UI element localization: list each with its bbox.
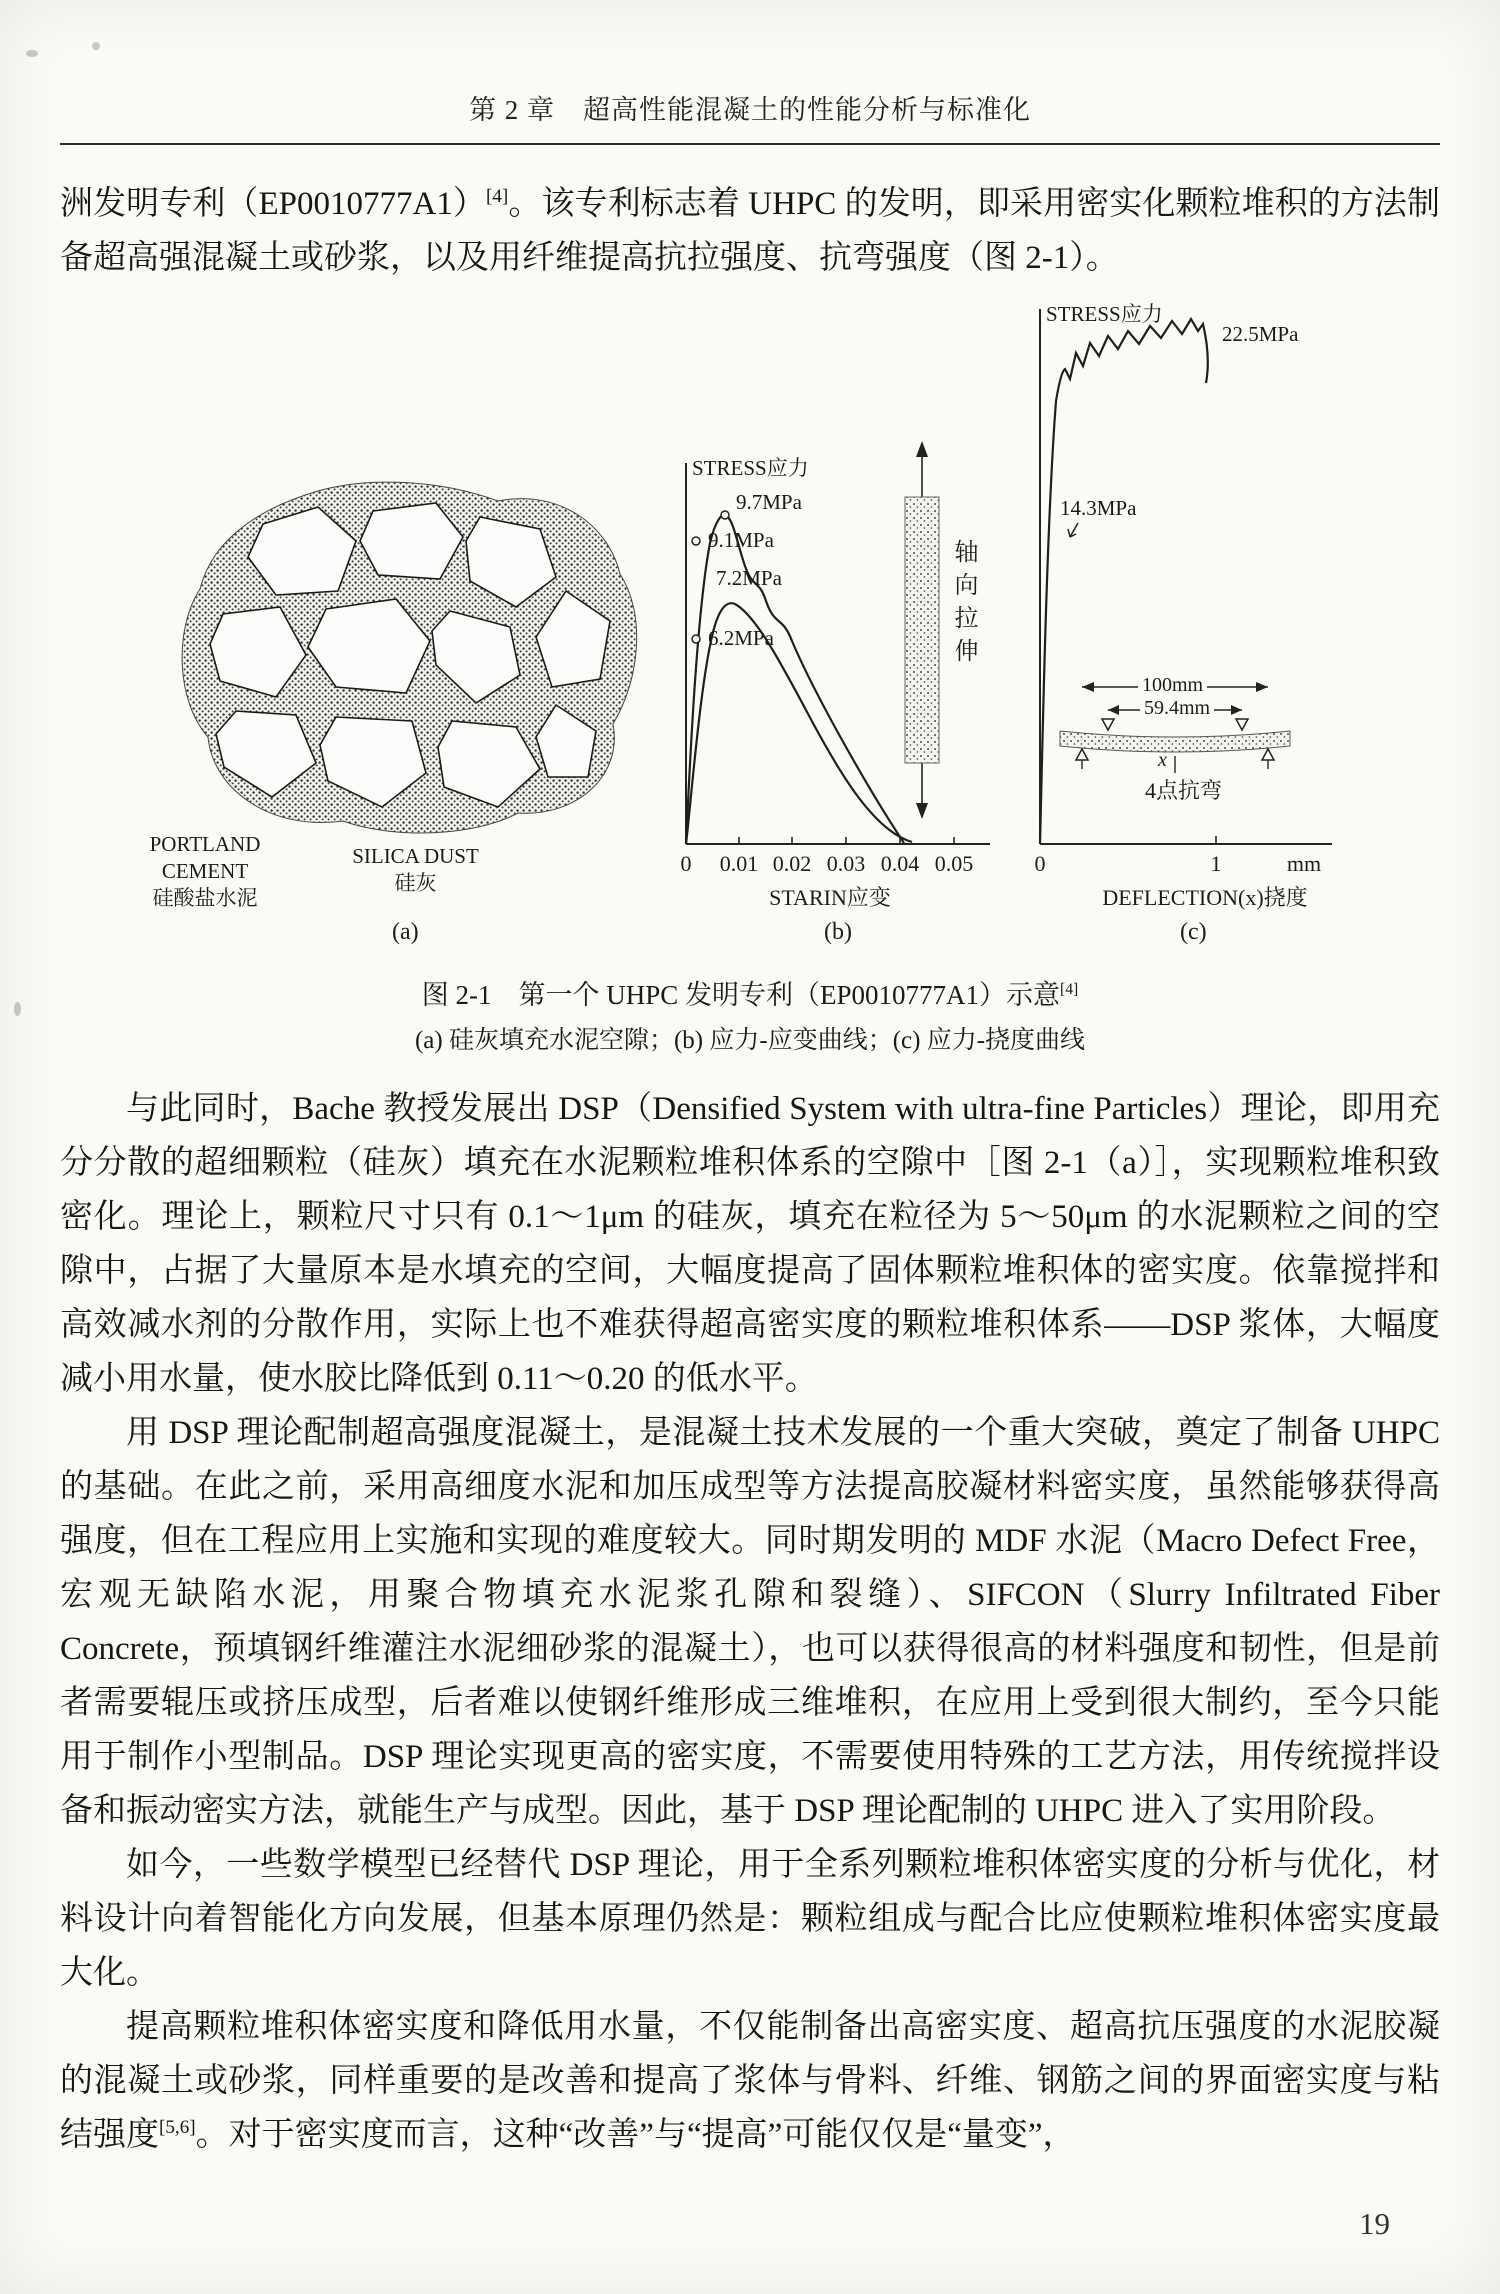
dimension-label-59mm: 59.4mm xyxy=(1140,697,1214,720)
mid-label-14-3: 14.3MPa xyxy=(1060,496,1137,520)
citation-ref-5-6: [5,6] xyxy=(159,2117,196,2138)
paragraph-math-models: 如今，一些数学模型已经替代 DSP 理论，用于全系列颗粒堆积体密实度的分析与优化，材料设计向着智能化方向发展，但基本原理仍然是：颗粒组成与配合比应使颗粒堆积体密实度最大化。 xyxy=(60,1847,1440,1991)
tension-arrowhead-up xyxy=(916,441,928,457)
sublabel-c: (c) xyxy=(1180,919,1207,945)
chapter-title: 第 2 章 超高性能混凝土的性能分析与标准化 xyxy=(469,95,1031,125)
tension-specimen-bar xyxy=(905,497,939,763)
portland-cement-label: PORTLAND CEMENT 硅酸盐水泥 xyxy=(149,832,261,910)
peak-label-7-2: 7.2MPa xyxy=(716,566,782,590)
c-xtick-0: 0 xyxy=(1034,851,1046,876)
citation-ref-4: [4] xyxy=(486,186,509,207)
silica-dust-label: SILICA DUST 硅灰 xyxy=(352,844,479,895)
sublabel-b: (b) xyxy=(824,919,852,945)
figure-2-1 xyxy=(60,291,1440,963)
b-xtick-5: 0.05 xyxy=(934,851,974,876)
b-xtick-0: 0 xyxy=(680,851,692,876)
b-xtick-2: 0.02 xyxy=(772,851,812,876)
p5-text-pre: 提高颗粒堆积体密实度和降低用水量，不仅能制备出高密实度、超高抗压强度的水泥胶凝的混凝土或砂浆，同样重要的是改善和提高了浆体与骨料、纤维、钢筋之间的界面密实度与粘结强度 xyxy=(60,2009,1440,2153)
caption-citation: [4] xyxy=(1060,981,1079,998)
peak-label-22-5: 22.5MPa xyxy=(1222,322,1299,346)
figure-caption-subtitle: (a) 硅灰填充水泥空隙；(b) 应力-应变曲线；(c) 应力-挠度曲线 xyxy=(414,1027,1086,1054)
axial-tension-label: 轴向拉伸 xyxy=(950,539,976,671)
particle-packing-diagram xyxy=(168,479,648,839)
chapter-header xyxy=(60,0,1440,145)
b-xtick-3: 0.03 xyxy=(826,851,866,876)
deflection-variable-label: x xyxy=(1158,749,1167,771)
peak-label-9-7: 9.7MPa xyxy=(736,490,802,514)
dimension-label-100mm: 100mm xyxy=(1138,674,1207,697)
paragraph-dsp-breakthrough: 用 DSP 理论配制超高强度混凝土，是混凝土技术发展的一个重大突破，奠定了制备 UHPC 的基础。在此之前，采用高细度水泥和加压成型等方法提高胶凝材料密实度，虽然能够获得高强度，但在工程应用上实施和实现的难度较大。同时期发明的 MDF 水泥（Macro Defect Free，宏观无缺陷水泥，用聚合物填充水泥浆孔隙和裂缝）、SIFCON（Slurry Infiltrated Fiber Concrete，预填钢纤维灌注水泥细砂浆的混凝土），也可以获得很高的材料强度和韧性，但是前者需要辊压或挤压成型，后者难以使钢纤维形成三维堆积，在应用上受到很大制约，至今只能用于制作小型制品。DSP 理论实现更高的密实度，不需要使用特殊的工艺方法，用传统搅拌设备和振动密实方法，就能生产与成型。因此，基于 DSP 理论配制的 UHPC 进入了实用阶段。 xyxy=(60,1415,1440,1829)
strain-axis-label: STARIN应变 xyxy=(769,885,891,910)
stress-deflection-curve xyxy=(1040,319,1208,844)
load-arrows xyxy=(1102,719,1248,730)
tension-arrowhead-down xyxy=(916,803,928,819)
page-number: 19 xyxy=(1359,2206,1390,2241)
four-point-bend-label: 4点抗弯 xyxy=(1145,778,1223,803)
scan-artifact xyxy=(92,42,100,50)
b-xtick-1: 0.01 xyxy=(719,851,759,876)
bending-beam xyxy=(1060,731,1290,752)
mid-label-pointer xyxy=(1068,523,1078,537)
c-x-unit: mm xyxy=(1286,851,1322,876)
intro-paragraph xyxy=(60,177,1440,285)
intro-text-post: 。该专利标志着 UHPC 的发明，即采用密实化颗粒堆积的方法制备超高强混凝土或砂浆，以及用纤维提高抗拉强度、抗弯强度（图 2-1）。 xyxy=(60,186,1441,276)
c-xtick-1: 1 xyxy=(1210,851,1222,876)
scan-artifact xyxy=(26,50,38,57)
intro-text-pre: 洲发明专利（EP0010777A1） xyxy=(60,186,486,222)
x-axis-ticks xyxy=(739,837,954,844)
scan-artifact xyxy=(14,1002,21,1016)
p5-text-post: 。对于密实度而言，这种“改善”与“提高”可能仅仅是“量变”， xyxy=(195,2117,1076,2153)
caption-text: 图 2-1 第一个 UHPC 发明专利（EP0010777A1）示意 xyxy=(421,980,1060,1010)
b-xtick-4: 0.04 xyxy=(880,851,920,876)
stress-deflection-chart xyxy=(1020,291,1440,871)
stress-axis-label-b: STRESS应力 xyxy=(692,456,809,480)
stress-axis-label-c: STRESS应力 xyxy=(1046,302,1163,326)
peak-label-6-2: 6.2MPa xyxy=(708,626,774,650)
figure-caption xyxy=(60,973,1440,1012)
paragraph-dsp-theory: 与此同时，Bache 教授发展出 DSP（Densified System with ultra-fine Particles）理论，即用充分分散的超细颗粒（硅灰）填充在水泥颗粒堆积体系的空隙中［图 2-1（a）］，实现颗粒堆积致密化。理论上，颗粒尺寸只有 0.1～1μm 的硅灰，填充在粒径为 5～50μm 的水泥颗粒之间的空隙中，占据了大量原本是水填充的空间，大幅度提高了固体颗粒堆积体的密实度。依靠搅拌和高效减水剂的分散作用，实际上也不难获得超高密实度的颗粒堆积体系——DSP 浆体，大幅度减小用水量，使水胶比降低到 0.11～0.20 的低水平。 xyxy=(60,1091,1440,1397)
sublabel-a: (a) xyxy=(392,919,419,945)
paragraph-densification-benefit xyxy=(60,2000,1440,2162)
peak-label-9-1: 9.1MPa xyxy=(708,528,774,552)
deflection-axis-label: DEFLECTION(x)挠度 xyxy=(1102,885,1308,910)
